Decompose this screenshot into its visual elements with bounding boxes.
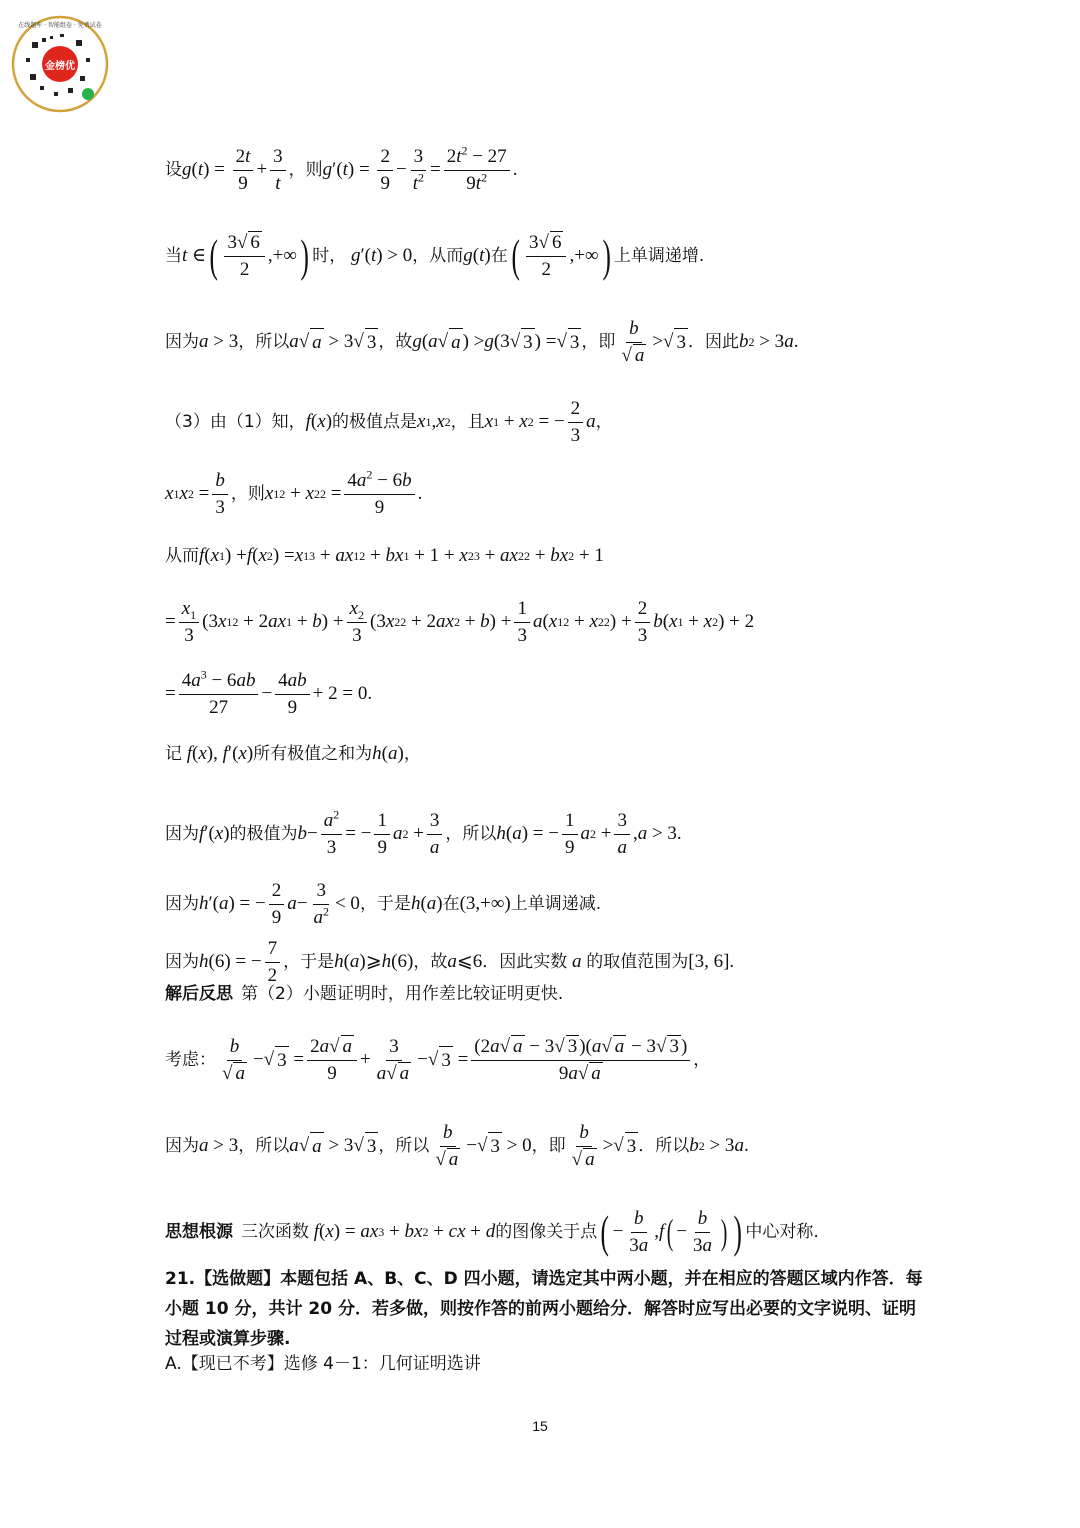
eq-define-h: 记 f ( x ), f ′( x ) 所有极值之和为 h ( a ) ， [165, 743, 421, 764]
logo-qr-badge [10, 14, 110, 114]
eq-b-squared: 因为 a > 3 ，所以 a √ a > 3 √ 3 ，故 g ( a √ a ) > g (3 √ 3 ) = √ 3 ，即 b √ a > √ 3 ．因此 b 2 > 3 a . [165, 318, 798, 367]
eq-monotonic-g: 当 t ∈ ( $\frac{3√ 6}{2}$ ,+∞ ) 时， g ′( t ) > 0 ，从而 g ( t ) 在 ( $\frac{3√ 6}{2}$ ,+∞ ) 上单调递增. [165, 232, 704, 281]
eq-expand: = $\frac{x_1}{3}$ (3 x 1 2 + 2 ax 1 + b ) + $\frac{x_2}{3}$ (3 x 2 2 + 2 ax 2 + b ) + $\frac{1}{3}$ a ( x 1 2 + x 2 2 ) + $\frac{2}{3}$ b ( x 1 + x 2 ) + 2 [165, 598, 755, 646]
eq-g-def: 设 g ( t ) = $\frac{2t}{9}$ + $\frac{3}{t}$ ，则 g ′( t ) = $\frac{2}{9}$ − $\frac{3}{t^2}$ = $\frac{2t^2 - 27}{9t^2}$ . [165, 143, 518, 194]
eq-product: x 1 x 2 = $\frac{b}{3}$ ，则 x 1 2 + x 2 2 = $\frac{4a^2 - 6b}{9}$ . [165, 467, 423, 518]
eq-range: 因为 h (6) = − $\frac{7}{2}$ ，于是 h ( a )⩾ h (6) ，故 a ⩽6 ．因此实数 a 的取值范围为 [3, 6]. [165, 938, 735, 986]
idea-origin: 思想根源 三次函数 f ( x ) = ax 3 + bx 2 + cx + d 的图像关于点 ( − $\frac{b}{3a}$ , f ( − $\frac{b}{3a}$ ) ) 中心对称. [165, 1206, 819, 1258]
eq-alt-proof: 因为 a > 3 ，所以 a √ a > 3 √ 3 ，所以 b √ a − √ 3 > 0 ，即 b √ a > √ 3 ．所以 b 2 > 3 a . [165, 1122, 749, 1171]
eq-result-zero: = $\frac{4a^3 - 6ab}{27}$ − $\frac{4ab}{9}$ + 2 = 0. [165, 667, 373, 718]
reflection-line: 解后反思 第（2）小题证明时，用作差比较证明更快. [165, 984, 564, 1004]
eq-h-decreasing: 因为 h ′( a ) = − $\frac{2}{9}$ a − $\frac{3}{a^2}$ < 0 ，于是 h ( a ) 在 (3,+∞) 上单调递减. [165, 880, 602, 928]
eq-h-formula: 因为 f ′( x ) 的极值为 b − $\frac{a^2}{3}$ = − $\frac{1}{9}$ a 2 + $\frac{3}{a}$ ，所以 h ( a ) = − $\frac{1}{9}$ a 2 + $\frac{3}{a}$ , a > 3. [165, 807, 682, 858]
logo-top-text: 在线题库 · 智能组卷 · 免费试卷 [18, 22, 102, 29]
eq-consider: 考虑： b √ a − √ 3 = $\frac{2a√ a}{9}$ + $\frac{3}{a√ a}$ − √ 3 = $\frac{(2a√ a - 3√ 3 )(a√ a - 3√ 3 )}{9a√ a}$ ， [165, 1036, 710, 1085]
eq-sum-f: 从而 f ( x 1 ) + f ( x 2 ) = x 1 3 + ax 1 2 + bx 1 + 1 + x 2 3 + ax 2 2 + bx 2 + 1 [165, 545, 604, 566]
section-a: A.【现已不考】选修 4－1：几何证明选讲 [165, 1354, 481, 1374]
page-number: 15 [532, 1418, 548, 1434]
logo-center-text: 金榜优 [45, 61, 75, 72]
question-21: 21.【选做题】本题包括 A、B、C、D 四小题，请选定其中两小题，并在相应的答题区域内作答．每小题 10 分，共计 20 分．若多做，则按作答的前两小题给分．解答时应写出必要的文字说明、证明过程或演算步骤. [165, 1269, 923, 1349]
eq-part3-intro: （3）由（1）知， f ( x ) 的极值点是 x 1 , x 2 ，且 x 1 + x 2 = − $\frac{2}{3}$ a ， [165, 398, 613, 446]
